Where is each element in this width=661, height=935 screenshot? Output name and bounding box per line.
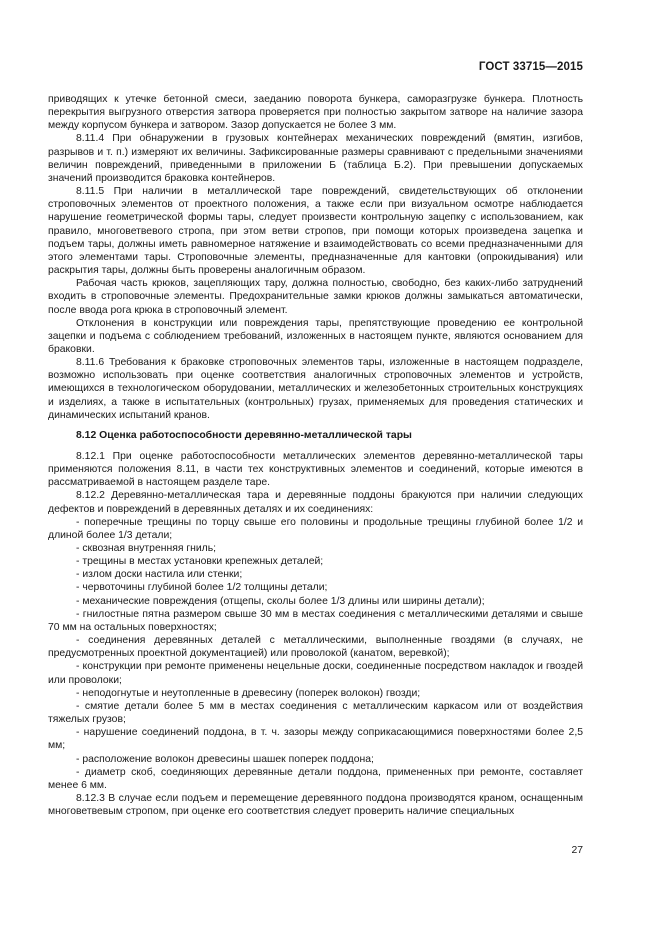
paragraph-8-11-4: 8.11.4 При обнаружении в грузовых контейнерах механических повреждений (вмятин, изгибов, разрывов и т. п.) измеряют их величины. Зафиксированные размеры сравнивают с предельными значениями величин повреждений, приведенными в приложении Б (таблица Б.2). При превышении допускаемых значений производится браковка контейнеров. bbox=[48, 133, 583, 184]
list-item: - смятие детали более 5 мм в местах соединения с металлическим каркасом или от воздействия тяжелых грузов; bbox=[48, 700, 583, 726]
list-item: - излом доски настила или стенки; bbox=[76, 569, 243, 581]
list-item: - нарушение соединений поддона, в т. ч. зазоры между соприкасающимися поверхностями более 2,5 мм; bbox=[48, 727, 583, 752]
list-item: - поперечные трещины по торцу свыше его половины и продольные трещины глубиной более 1/2 и длиной более 1/3 детали; bbox=[48, 516, 583, 541]
defect-list bbox=[48, 516, 583, 792]
list-item: - механические повреждения (отщепы, сколы более 1/3 длины или ширины детали); bbox=[76, 595, 485, 607]
list-item: - неподогнутые и неутопленные в древесину (поперек волокон) гвозди; bbox=[76, 687, 421, 699]
list-item: - расположение волокон древесины шашек поперек поддона; bbox=[76, 753, 374, 765]
paragraph-8-12-1: 8.12.1 При оценке работоспособности металлических элементов деревянно-металлической тары применяются положения 8.11, в части тех конструктивных элементов и соединений, которые имеются в рассматриваемой в настоящем разделе таре. bbox=[48, 450, 583, 489]
list-item: - диаметр скоб, соединяющих деревянные детали поддона, примененных при ремонте, составляет менее 6 мм. bbox=[48, 766, 583, 791]
page-number: 27 bbox=[571, 845, 583, 856]
intro-paragraph: приводящих к утечке бетонной смеси, заеданию поворота бункера, саморазгрузке бункера. Плотность перекрытия выгрузного отверстия затвора проверяется при полностью закрытом затворе на наличие зазора между корпусом бункера и затвором. Зазор допускается не более 3 мм. bbox=[48, 94, 583, 132]
paragraph-defects: Отклонения в конструкции или повреждения тары, препятствующие проведению ее контрольной зацепки и подъема с соблюдением требований, изложенных в настоящем пункте, являются основанием для браковки. bbox=[48, 317, 583, 355]
list-item: - червоточины глубиной более 1/2 толщины детали; bbox=[76, 582, 328, 594]
paragraph-hooks: Рабочая часть крюков, зацепляющих тару, должна полностью, свободно, без каких-либо затруднений входить в строповочные элементы. Предохранительные замки крюков должны замыкаться автоматически, после ввода рога крюка в строповочный элемент. bbox=[48, 278, 583, 316]
paragraph-8-12-3: 8.12.3 В случае если подъем и перемещение деревянного поддона производятся краном, оснащенным многоветвевым стропом, при оценке его соответствия следует проверить наличие специальных bbox=[48, 792, 583, 818]
paragraph-8-12-2: 8.12.2 Деревянно-металлическая тара и деревянные поддоны бракуются при наличии следующих дефектов и повреждений в деревянных деталях и их соединениях: bbox=[48, 490, 583, 515]
list-item: - сквозная внутренняя гниль; bbox=[76, 543, 217, 554]
paragraph-8-11-5: 8.11.5 При наличии в металлической таре повреждений, свидетельствующих об отклонении строповочных элементов от проектного положения, а также если при визуальном осмотре наблюдается нарушение геометрической формы тары, следует произвести контрольную зацепку с использованием, как правило, многоветвевого стропа, при этом ветви стропов, при помощи которых произведена зацепка и подъем тары, должны иметь равномерное натяжение и взаимодействовать со всеми предназначенными для этого элементами тары. Строповочные элементы, предназначенные для кантовки (опрокидывания) или раскрытия тары, должны быть проверены аналогичным образом. bbox=[48, 186, 583, 277]
paragraph-8-11-6: 8.11.6 Требования к браковке строповочных элементов тары, изложенные в настоящем подразделе, возможно использовать при оценке соответствия аналогичных строповочных элементов и устройств, имеющихся в технологическом оборудовании, металлических и железобетонных строительных конструкциях и изделиях, а также в испытательных (контрольных) грузах, применяемых для проведения статических и динамических испытаний кранов. bbox=[48, 357, 583, 421]
list-item: - конструкции при ремонте применены нецельные доски, соединенные посредством накладок и гвоздей или проволоки; bbox=[48, 661, 583, 686]
list-item: - гнилостные пятна размером свыше 30 мм в местах соединения с металлическими деталями и свыше 70 мм на остальных поверхностях; bbox=[48, 608, 583, 633]
list-item: - трещины в местах установки крепежных деталей; bbox=[76, 556, 324, 568]
standard-number: ГОСТ 33715—2015 bbox=[478, 61, 583, 73]
list-item: - соединения деревянных деталей с металлическими, выполненные гвоздями (в случаях, не предусмотренных проектной документацией) или проволокой (канатом, веревкой); bbox=[48, 635, 583, 660]
section-heading-8-12: 8.12 Оценка работоспособности деревянно-металлической тары bbox=[76, 429, 412, 441]
document-body bbox=[48, 93, 583, 818]
